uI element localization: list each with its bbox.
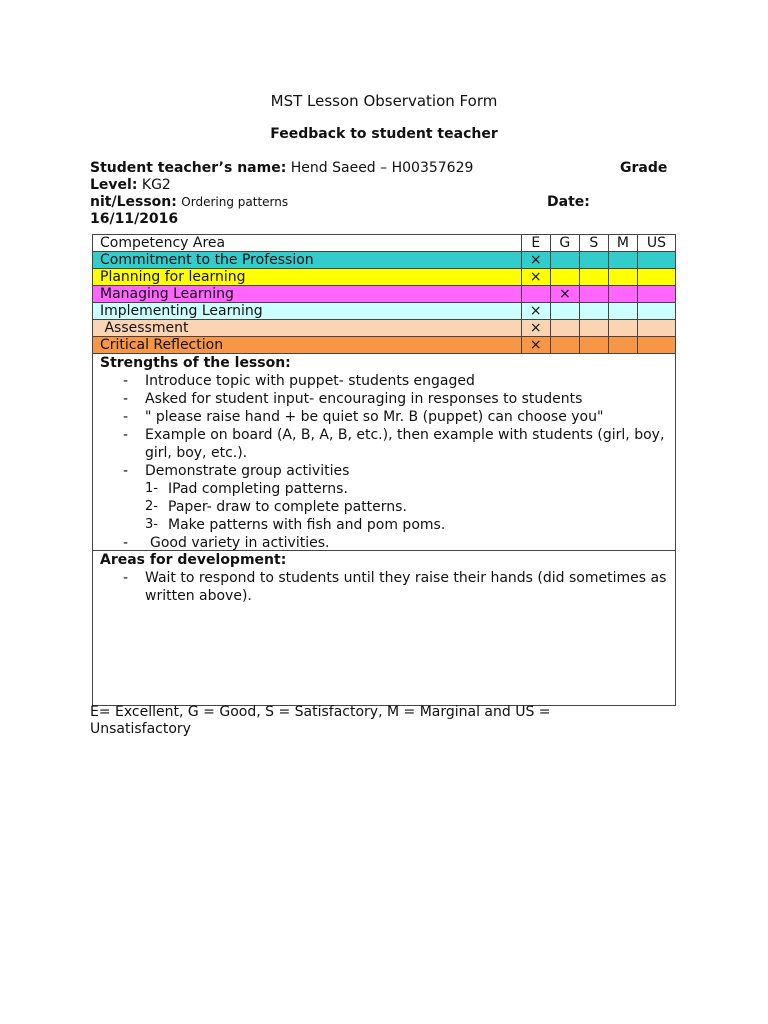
rating-cell-m [608,337,637,354]
rating-cell-us [637,337,675,354]
header-s: S [579,235,608,252]
list-item: - Introduce topic with puppet- students engaged [123,373,475,389]
unit-label: nit/Lesson: [90,194,177,210]
development-section [92,550,676,706]
student-name-label: Student teacher’s name: [90,160,287,176]
competency-row [93,337,676,354]
list-item: - Good variety in activities. [123,535,330,551]
rating-cell-m [608,320,637,337]
numbered-item: 2- Paper- draw to complete patterns. [145,499,407,515]
rating-cell-s [579,303,608,320]
level-line [90,177,670,194]
list-item: - Wait to respond to students until they raise their hands (did sometimes as written above). [123,570,667,604]
student-name-value: Hend Saeed – H00357629 [290,160,474,176]
list-item: - Example on board (A, B, A, B, etc.), then example with students (girl, boy, girl, boy, etc.). [123,427,665,461]
numbered-item: 3- Make patterns with fish and pom poms. [145,517,446,533]
rating-cell-g: × [550,286,579,303]
competency-area-cell: Implementing Learning [93,303,522,320]
rating-cell-g [550,303,579,320]
competency-area-cell: Critical Reflection [93,337,522,354]
competency-row [93,269,676,286]
rating-cell-us [637,252,675,269]
rating-cell-s [579,286,608,303]
competency-area-cell: Planning for learning [93,269,522,286]
rating-cell-g [550,337,579,354]
header-competency-area: Competency Area [93,235,522,252]
rating-cell-us [637,269,675,286]
grading-legend: E= Excellent, G = Good, S = Satisfactory, M = Marginal and US = Unsatisfactory [90,704,551,737]
list-item: - Asked for student input- encouraging in responses to students [123,391,583,407]
rating-cell-s [579,337,608,354]
date-value: 16/11/2016 [90,211,179,227]
header-g: G [550,235,579,252]
competency-row [93,252,676,269]
rating-cell-s [579,269,608,286]
list-item: - " please raise hand + be quiet so Mr. B (puppet) can choose you" [123,409,604,425]
competency-area-cell: Assessment [93,320,522,337]
strengths-section [92,354,676,551]
rating-cell-g [550,269,579,286]
rating-cell-e: × [521,252,550,269]
list-item: - Demonstrate group activities [123,463,350,479]
rating-cell-e: × [521,337,550,354]
rating-cell-e: × [521,269,550,286]
rating-cell-e: × [521,320,550,337]
grade-label: Grade [620,160,668,176]
rating-cell-s [579,252,608,269]
rating-cell-m [608,252,637,269]
competency-area-cell: Managing Learning [93,286,522,303]
development-heading: Areas for development: [100,552,287,568]
rating-cell-s [579,320,608,337]
strengths-heading: Strengths of the lesson: [100,355,291,371]
unit-value: Ordering patterns [181,195,289,209]
date-label: Date: [547,194,590,210]
numbered-item: 1- IPad completing patterns. [145,481,348,497]
competency-row [93,320,676,337]
level-value: KG2 [141,177,171,193]
form-subtitle: Feedback to student teacher [270,126,498,142]
rating-cell-g [550,320,579,337]
rating-cell-g [550,252,579,269]
rating-cell-m [608,286,637,303]
competency-row [93,286,676,303]
student-name-line [90,160,670,177]
competency-table [92,234,676,354]
rating-cell-m [608,303,637,320]
rating-cell-e [521,286,550,303]
header-m: M [608,235,637,252]
competency-area-cell: Commitment to the Profession [93,252,522,269]
header-us: US [637,235,675,252]
table-header-row [93,235,676,252]
header-e: E [521,235,550,252]
date-line [90,211,670,228]
unit-line [90,194,670,211]
rating-cell-us [637,286,675,303]
development-list [93,569,675,605]
competency-row [93,303,676,320]
rating-cell-m [608,269,637,286]
rating-cell-e: × [521,303,550,320]
rating-cell-us [637,320,675,337]
form-title: MST Lesson Observation Form [270,92,498,110]
level-label: Level: [90,177,138,193]
strengths-list [93,372,675,552]
rating-cell-us [637,303,675,320]
